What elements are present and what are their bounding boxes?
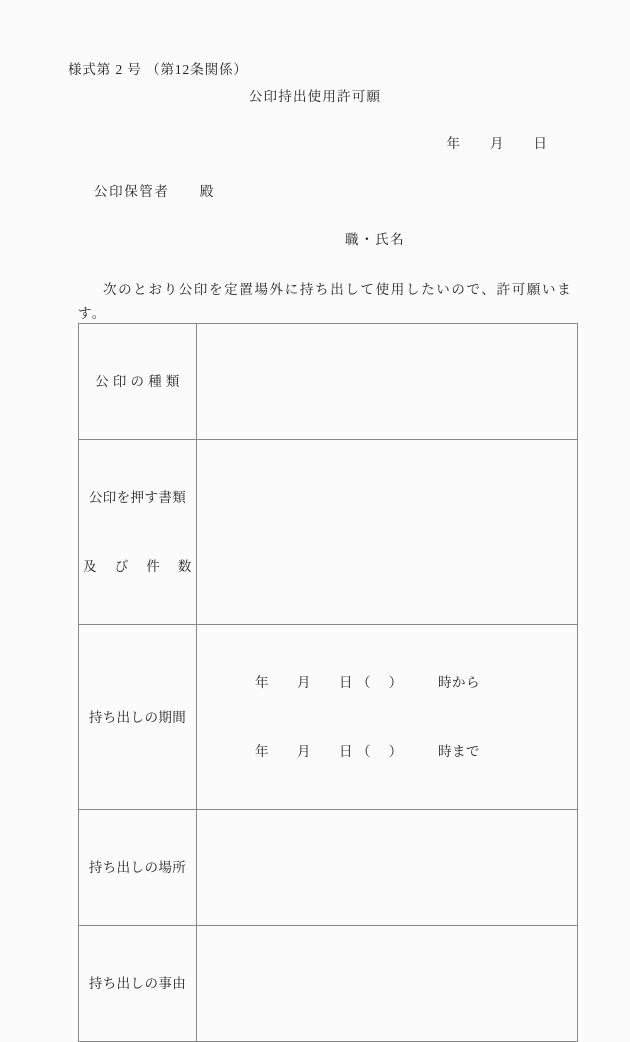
row-label-seal-type bbox=[79, 324, 197, 440]
label-line: 及 び 件 数 bbox=[83, 559, 192, 574]
application-table bbox=[78, 323, 578, 1042]
label-line: 持ち出しの期間 bbox=[88, 709, 187, 725]
row-label-documents-and-count bbox=[79, 440, 197, 625]
row-value-place[interactable] bbox=[197, 810, 578, 926]
table-row bbox=[79, 324, 578, 440]
period-end-line: 年 月 日 （ ） 時まで bbox=[255, 744, 480, 759]
row-value-reason[interactable] bbox=[197, 926, 578, 1042]
row-value-seal-type[interactable] bbox=[197, 324, 578, 440]
period-start-line: 年 月 日 （ ） 時から bbox=[255, 675, 480, 690]
label-line: 公印を押す書類 bbox=[88, 490, 187, 505]
row-value-documents-and-count[interactable] bbox=[197, 440, 578, 625]
row-label-reason bbox=[79, 926, 197, 1042]
table-row bbox=[79, 926, 578, 1042]
row-label-place bbox=[79, 810, 197, 926]
date-line: 年 月 日 bbox=[446, 136, 548, 151]
table-row bbox=[79, 625, 578, 810]
period-fields bbox=[207, 625, 577, 809]
label-line: 持ち出しの事由 bbox=[88, 976, 187, 991]
form-number: 様式第 2 号 （第12条関係） bbox=[68, 62, 248, 77]
row-label-period bbox=[79, 625, 197, 810]
row-value-period[interactable] bbox=[197, 625, 578, 810]
page-title: 公印持出使用許可願 bbox=[248, 89, 382, 104]
table-row bbox=[79, 440, 578, 625]
label-line: 公 印 の 種 類 bbox=[95, 374, 180, 389]
body-paragraph: 次のとおり公印を定置場外に持ち出して使用したいので、許可願います。 bbox=[78, 282, 572, 321]
addressee-line: 公印保管者 殿 bbox=[94, 184, 215, 199]
label-line: 持ち出しの場所 bbox=[88, 860, 187, 875]
table-row bbox=[79, 810, 578, 926]
applicant-name-label: 職・氏名 bbox=[345, 232, 406, 247]
